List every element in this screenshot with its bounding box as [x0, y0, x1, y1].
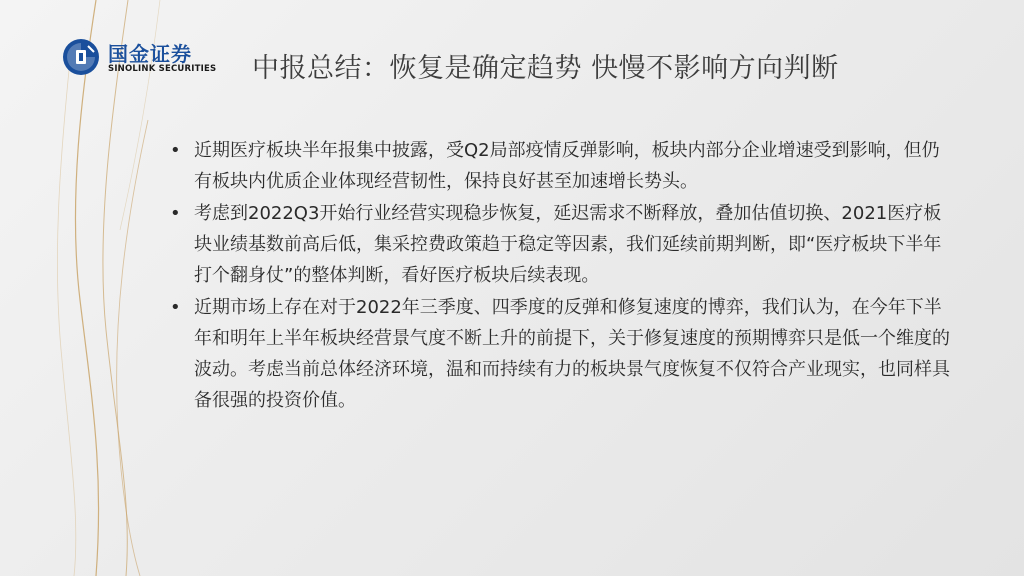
bullet-list	[168, 135, 954, 417]
brand-name-cn: 国金证券	[108, 42, 192, 66]
bullet-text: 近期医疗板块半年报集中披露，受Q2局部疫情反弹影响，板块内部分企业增速受到影响，但仍有板块内优质企业体现经营韧性，保持良好甚至加速增长势头。	[194, 140, 940, 192]
list-item	[168, 292, 954, 416]
bullet-text: 考虑到2022Q3开始行业经营实现稳步恢复，延迟需求不断释放，叠加估值切换、2021医疗板块业绩基数前高后低，集采控费政策趋于稳定等因素，我们延续前期判断，即“医疗板块下半年打个翻身仗”的整体判断，看好医疗板块后续表现。	[194, 203, 942, 286]
bullet-dot: •	[170, 297, 181, 318]
bullet-text: 近期市场上存在对于2022年三季度、四季度的反弹和修复速度的博弈，我们认为，在今年下半年和明年上半年板块经营景气度不断上升的前提下，关于修复速度的预期博弈只是低一个维度的波动。考虑当前总体经济环境，温和而持续有力的板块景气度恢复不仅符合产业现实，也同样具备很强的投资价值。	[194, 297, 950, 411]
bullet-dot: •	[170, 140, 181, 161]
brand-logo-icon	[62, 38, 100, 76]
brand-name-en: SINOLINK SECURITIES	[108, 64, 217, 74]
bullet-dot: •	[170, 203, 181, 224]
slide-title: 中报总结：恢复是确定趋势 快慢不影响方向判断	[252, 53, 839, 84]
list-item	[168, 198, 954, 291]
list-item	[168, 135, 954, 197]
brand-logo	[58, 36, 238, 80]
